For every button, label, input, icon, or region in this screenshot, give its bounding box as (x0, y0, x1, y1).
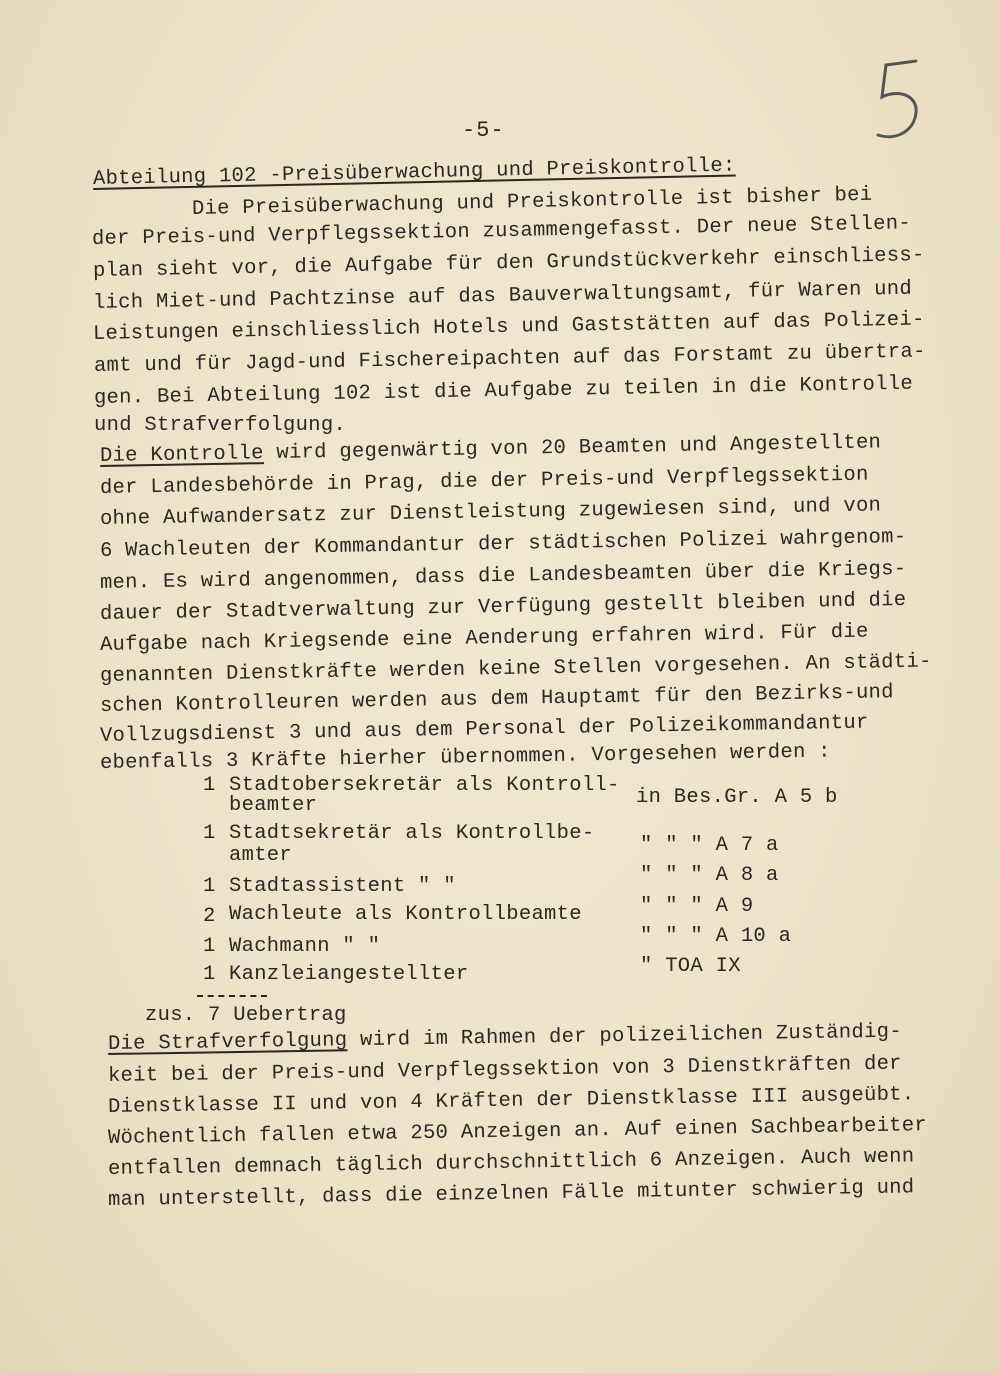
paragraph2-line: dauer der Stadtverwaltung zur Verfügung gestellt bleiben und die (99, 588, 907, 626)
paragraph1-line: Leistungen einschliesslich Hotels und Gaststätten auf das Polizei- (92, 308, 925, 346)
paragraph1-line: amt und für Jagd-und Fischereipachten auf das Forstamt zu übertra- (93, 340, 926, 378)
paragraph2-line: schen Kontrolleuren werden aus dem Hauptamt für den Bezirks-und (99, 681, 895, 718)
paragraph3-line: Wöchentlich fallen etwa 250 Anzeigen an. Auf einen Sachbearbeiter (107, 1114, 928, 1150)
staff-grade: " " " A 7 a (640, 834, 779, 857)
staff-title: Stadtsekretär als Kontrollbe- (229, 822, 595, 845)
section-heading: Abteilung 102 -Preisüberwachung und Preiskontrolle: (92, 154, 736, 191)
paragraph2-line: der Landesbehörde in Prag, die der Preis-und Verpflegssektion (99, 463, 869, 500)
staff-grade: " " " A 9 (640, 895, 754, 918)
paragraph1-line: lich Miet-und Pachtzinse auf das Bauverwaltungsamt, für Waren und (92, 277, 913, 315)
paragraph1-line: der Preis-und Verpflegssektion zusammengefasst. Der neue Stellen- (91, 212, 912, 251)
sum-divider (197, 995, 267, 997)
total-line: zus. 7 Uebertrag (145, 1004, 347, 1027)
paragraph2-line: genannten Dienstkräfte werden keine Stellen vorgesehen. An städti- (99, 650, 932, 688)
strafverfolgung-text: wird im Rahmen der polizeilichen Zuständig- (347, 1020, 903, 1053)
staff-count: 2 (203, 905, 216, 928)
paragraph3-line: keit bei der Preis-und Verpflegssektion von 3 Dienstkräften der (107, 1052, 903, 1088)
staff-grade: " TOA IX (640, 955, 741, 978)
strafverfolgung-label: Die Strafverfolgung (107, 1029, 348, 1056)
staff-count: 1 (203, 935, 216, 958)
staff-count: 1 (203, 774, 216, 797)
paragraph2-line: Aufgabe nach Kriegsende eine Aenderung erfahren wird. Für die (99, 620, 869, 657)
staff-grade: in Bes.Gr. A 5 b (636, 786, 838, 809)
paragraph1-line: plan sieht vor, die Aufgabe für den Grundstückverkehr einschliess- (92, 244, 925, 283)
paragraph3-line: man unterstellt, dass die einzelnen Fälle mitunter schwierig und (107, 1176, 915, 1212)
paragraph2-line: Vollzugsdienst 3 und aus dem Personal der Polizeikommandantur (99, 711, 869, 748)
staff-grade: " " " A 8 a (640, 864, 779, 887)
paragraph3-line: entfallen demnach täglich durchschnittlich 6 Anzeigen. Auch wenn (107, 1145, 915, 1181)
paragraph2-line: 6 Wachleuten der Kommandantur der städtischen Polizei wahrgenom- (99, 525, 907, 563)
paragraph2-line: ohne Aufwandersatz zur Dienstleistung zugewiesen sind, und von (99, 494, 882, 531)
paragraph2-line: men. Es wird angenommen, dass die Landesbeamten über die Kriegs- (99, 557, 907, 595)
staff-title: Stadtassistent " " (229, 875, 456, 898)
handwritten-page-mark (858, 55, 928, 145)
staff-count: 1 (203, 822, 216, 845)
staff-count: 1 (203, 963, 216, 986)
staff-title: Stadtobersekretär als Kontroll- (229, 774, 620, 797)
staff-grade: " " " A 10 a (640, 925, 792, 948)
paragraph1-line: gen. Bei Abteilung 102 ist die Aufgabe zu teilen in die Kontrolle (93, 372, 914, 410)
paragraph1-line: Die Preisüberwachung und Preiskontrolle ist bisher bei (191, 183, 873, 221)
staff-count: 1 (203, 875, 216, 898)
paragraph3-line: Dienstklasse II und von 4 Kräften der Dienstklasse III ausgeübt. (107, 1083, 915, 1119)
kontrolle-label: Die Kontrolle (99, 442, 265, 468)
kontrolle-text: wird gegenwärtig von 20 Beamten und Angestellten (263, 431, 882, 466)
paragraph2-line: ebenfalls 3 Kräfte hierher übernommen. Vorgesehen werden : (99, 740, 832, 775)
staff-title-cont: beamter (229, 794, 318, 817)
staff-title-cont: amter (229, 844, 293, 867)
staff-title: Wachmann " " (229, 935, 381, 958)
staff-title: Wachleute als Kontrollbeamte (229, 903, 582, 926)
page-number: -5- (462, 118, 505, 143)
staff-title: Kanzleiangestellter (229, 963, 469, 986)
paragraph1-line: und Strafverfolgung. (94, 414, 347, 437)
